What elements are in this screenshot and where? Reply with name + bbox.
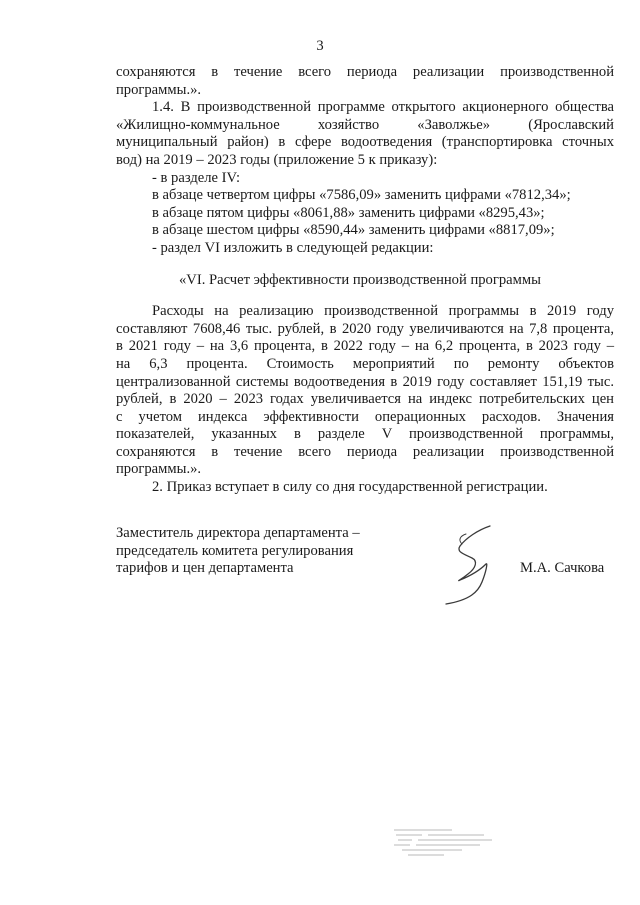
expenses-line: с учетом индекса эффективности операционных расходов. Значения [116,408,614,425]
signature-stroke [446,526,490,604]
expenses-line: сохраняются в течение всего периода реализации производственной [116,443,614,460]
item-1-4-line: 1.4. В производственной программе открытого акционерного общества [152,99,614,116]
expenses-line: Расходы на реализацию производственной программы в 2019 году [152,303,614,320]
item-2: 2. Приказ вступает в силу со дня государственной регистрации. [152,479,548,496]
expenses-line: программы.». [116,461,202,478]
item-1-4-line: вод) на 2019 – 2023 годы (приложение 5 к приказу): [116,151,438,168]
intro-line: программы.». [116,81,202,98]
expenses-line: централизованной системы водоотведения в 2019 году составляет 151,19 тыс. [116,373,614,390]
page-number: 3 [316,38,324,54]
expenses-line: показателей, указанных в разделе V производственной программы, [116,426,614,443]
change-item: в абзаце пятом цифры «8061,88» заменить цифрами «8295,43»; [152,204,545,221]
position-line: Заместитель директора департамента – [116,525,360,541]
registration-stamp [392,826,500,860]
expenses-line: на 6,3 процента. Стоимость мероприятий по ремонту объектов [116,355,614,372]
position-line: председатель комитета регулирования [116,542,354,559]
expenses-line: составляют 7608,46 тыс. рублей, в 2020 году увеличиваются на 7,8 процента, [116,320,614,337]
signer-name: М.А. Сачкова [520,560,605,576]
section-title: «VI. Расчет эффективности производственной программы [179,271,541,288]
intro-line: сохраняются в течение всего периода реализации производственной [116,64,614,80]
item-1-4-line: муниципальный район) в сфере водоотведения (транспортировка сточных [116,134,614,151]
document-body [116,64,614,497]
expenses-line: рублей, в 2020 – 2023 годах увеличивается на индекс потребительских цен [116,391,614,408]
position-line: тарифов и цен департамента [116,560,294,577]
change-item: в абзаце шестом цифры «8590,44» заменить цифрами «8817,09»; [152,222,555,239]
item-1-4-line: «Жилищно-коммунальное хозяйство «Заволжье» (Ярославский [116,116,614,133]
change-item: - в разделе IV: [152,169,241,186]
expenses-line: в 2021 году – на 3,6 процента, в 2022 году – на 6,2 процента, в 2023 году – [116,338,614,355]
change-item: в абзаце четвертом цифры «7586,09» заменить цифрами «7812,34»; [152,187,571,204]
handwritten-signature [438,524,508,606]
change-item: - раздел VI изложить в следующей редакции: [152,239,434,256]
